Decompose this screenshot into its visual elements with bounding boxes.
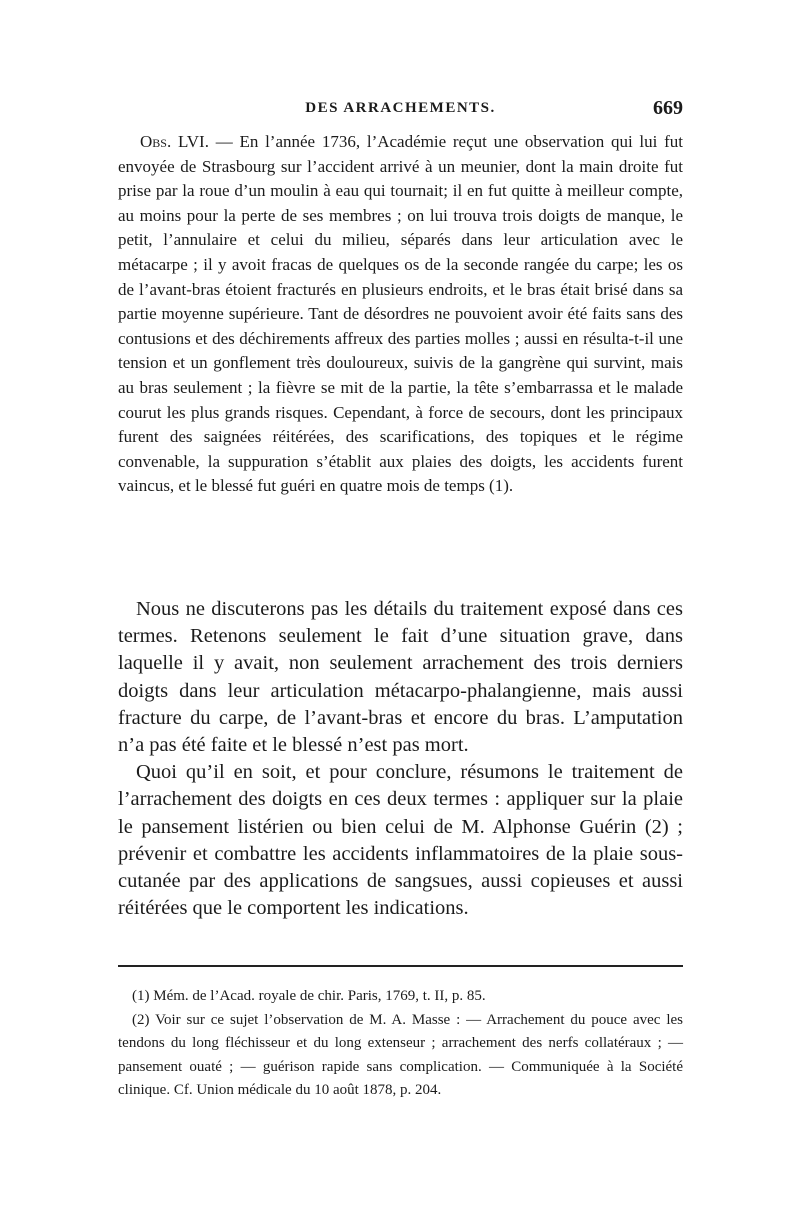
footnotes	[118, 985, 683, 1103]
running-header	[118, 97, 683, 123]
footnote-2: (2) Voir sur ce sujet l’observation de M. A. Masse : — Arrachement du pouce avec les tendons du long fléchisseur et du long extenseur ; arrachement des nerfs collatéraux ; — pansement ouaté ; — guérison rapide sans complication. — Communiquée à la Société clinique. Cf. Union médicale du 10 août 1878, p. 204.	[118, 1011, 683, 1098]
body-paragraph-2: Quoi qu’il en soit, et pour conclure, résumons le traitement de l’arrachement des doigts en ces deux termes : appliquer sur la plaie le pansement listérien ou bien celui de M. Alphonse Guérin (2) ; prévenir et combattre les accidents inflammatoires de la plaie sous-cutanée par des applications de sangsues, aussi copieuses et aussi réitérées que le comportent les indications.	[118, 761, 683, 920]
observation-text: — En l’année 1736, l’Académie reçut une observation qui lui fut envoyée de Strasbourg sur l’accident arrivé à un meunier, dont la main droite fut prise par la roue d’un moulin à eau qui tournait; il en fut quitte à meilleur compte, au moins pour la perte de ses membres ; on lui trouva trois doigts de manque, le petit, l’annulaire et celui du milieu, séparés dans leur articulation avec le métacarpe ; il y avoit fracas de quelques os de la seconde rangée du carpe; les os de l’avant-bras étoient fracturés en plusieurs endroits, et le bras était brisé dans sa partie moyenne supérieure. Tant de désordres ne pouvoient avoir été faits sans des contusions et des déchirements affreux des parties molles ; aussi en résulta-t-il une tension et un gonflement très douloureux, suivis de la gangrène qui survint, mais au bras seulement ; la fièvre se mit de la partie, la tête s’embarrassa et le malade courut les plus grands risques. Cependant, à force de secours, dont les principaux furent des saignées réitérées, des scarifications, des topiques et le régime convenable, la suppuration s’établit aux plaies des doigts, les accidents furent vaincus, et le blessé fut guéri en quatre mois de temps (1).	[118, 132, 683, 496]
observation-block	[118, 130, 683, 499]
footnote-rule	[118, 965, 683, 967]
main-text	[118, 596, 683, 922]
observation-label: Obs. LVI.	[140, 132, 209, 151]
body-paragraph-1: Nous ne discuterons pas les détails du traitement exposé dans ces termes. Retenons seulement le fait d’une situation grave, dans laquelle il y avait, non seulement arrachement des trois derniers doigts dans leur articulation métacarpo-phalangienne, mais aussi fracture du carpe, de l’avant-bras et encore du bras. L’amputation n’a pas été faite et le blessé n’est pas mort.	[118, 598, 683, 757]
running-title: DES ARRACHEMENTS.	[305, 100, 496, 116]
footnote-1: (1) Mém. de l’Acad. royale de chir. Paris, 1769, t. II, p. 85.	[132, 988, 486, 1004]
page-number: 669	[653, 97, 683, 119]
observation-paragraph	[118, 130, 683, 499]
